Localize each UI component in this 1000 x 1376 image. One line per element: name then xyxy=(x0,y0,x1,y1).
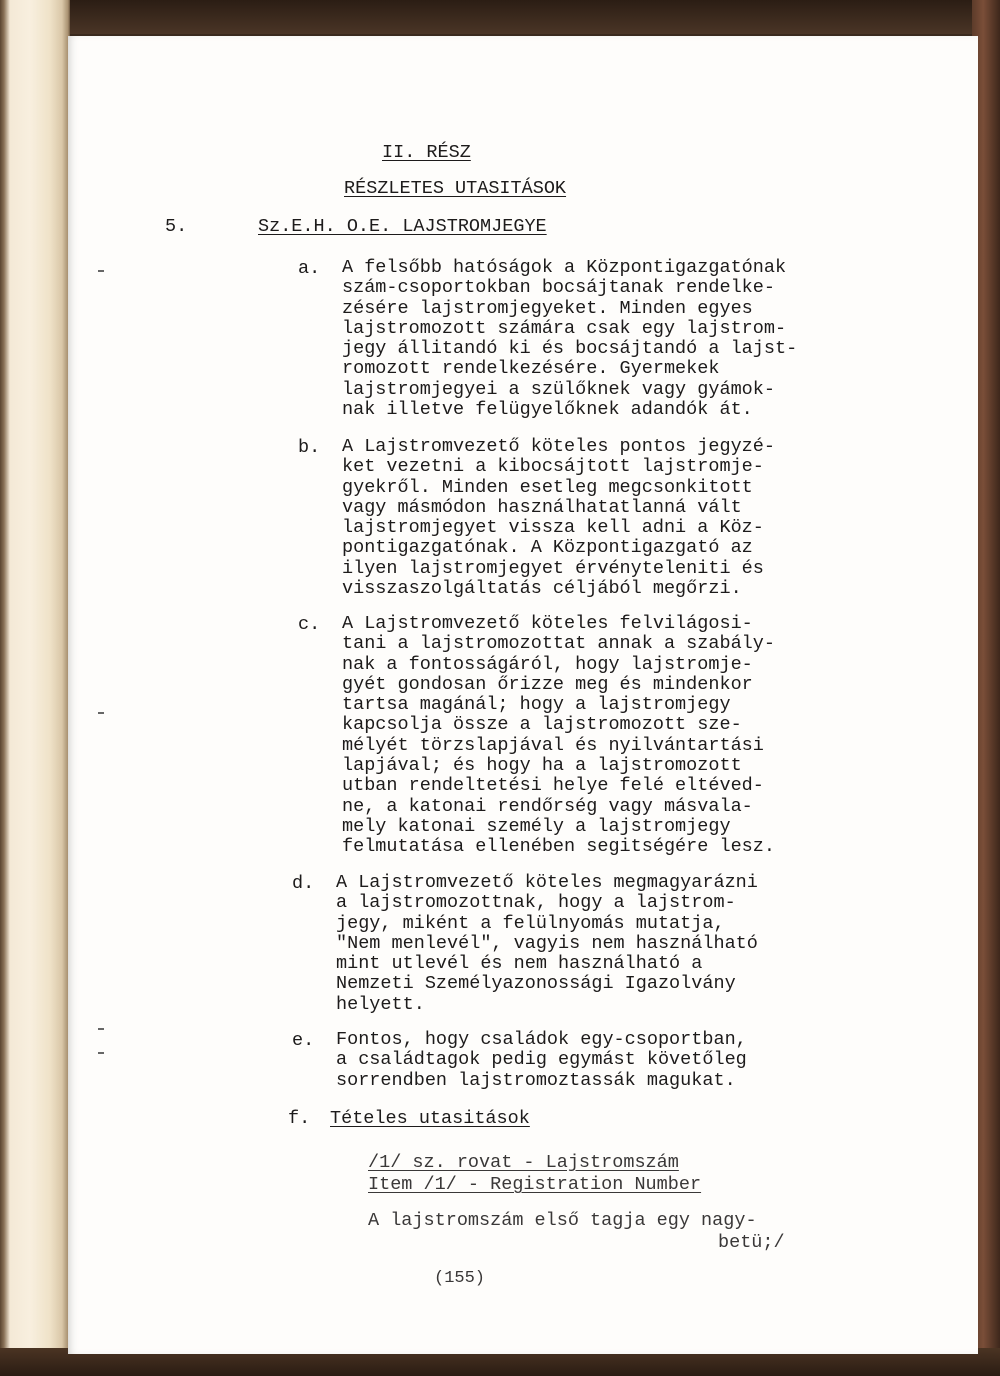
item-d-label: d. xyxy=(292,873,315,894)
item-b-label: b. xyxy=(298,437,321,458)
item-a-text: A felsőbb hatóságok a Központigazgatónak szám-csoportokban bocsájtanak rendelke- zésére lajstromjegyeket. Minden egyes lajstromozott számára csak egy lajstrom- jegy állitandó ki és bocsájtandó a lajst- romozott rendelkezésére. Gyermekek lajstromjegyei a szülőknek vagy gyámok- nak illetve felügyelőknek adandók át. xyxy=(342,257,798,421)
book-spine xyxy=(0,0,70,1376)
page-number: (155) xyxy=(434,1269,486,1288)
subtitle-heading: RÉSZLETES UTASITÁSOK xyxy=(344,178,567,199)
item-e-text: Fontos, hogy családok egy-csoportban, a családtagok pedig egymást követőleg sorrendben lajstromoztassák magukat. xyxy=(336,1029,747,1091)
item-f-sub-line-2: Item /1/ - Registration Number xyxy=(368,1174,702,1195)
item-f-note-line-2: betü;/ xyxy=(718,1232,785,1253)
item-a-label: a. xyxy=(298,258,321,279)
section-title: Sz.E.H. O.E. LAJSTROMJEGYE xyxy=(258,216,547,237)
item-f-label: f. xyxy=(288,1108,311,1129)
section-number: 5. xyxy=(165,216,188,237)
margin-tick xyxy=(98,712,104,714)
margin-tick xyxy=(98,1052,104,1054)
item-e-label: e. xyxy=(292,1030,315,1051)
part-heading: II. RÉSZ xyxy=(382,142,471,163)
item-d-text: A Lajstromvezető köteles megmagyarázni a lajstromozottnak, hogy a lajstrom- jegy, miként a felülnyomás mutatja, "Nem menlevél", vagyis nem használható mint utlevél és nem használható a Nemzeti Személyazonossági Igazolvány helyett. xyxy=(336,872,758,1015)
margin-tick xyxy=(98,1028,104,1030)
item-f-note-line-1: A lajstromszám első tagja egy nagy- xyxy=(368,1210,757,1231)
item-c-label: c. xyxy=(298,614,321,635)
item-f-title: Tételes utasitások xyxy=(330,1108,530,1129)
item-f-sub-line-1: /1/ sz. rovat - Lajstromszám xyxy=(368,1152,679,1173)
item-c-text: A Lajstromvezető köteles felvilágosi- tani a lajstromozottat annak a szabály- nak a fontosságáról, hogy lajstromje- gyét gondosan őrizze meg és mindenkor tartsa magánál; hogy a lajstromjegy kapcsolja össze a lajstromozott sze- mélyét törzslapjával és nyilvántartási lapjával; és hogy ha a lajstromozott utban rendeltetési helye felé eltéved- ne, a katonai rendőrség vagy másvala- mely katonai személy a lajstromjegy felmutatása ellenében segitségére lesz. xyxy=(342,613,775,858)
item-b-text: A Lajstromvezető köteles pontos jegyzé- ket vezetni a kibocsájtott lajstromje- gyekről. Minden esetleg megcsonkitott vagy másmódon használhatatlanná vált lajstromjegyet vissza kell adni a Köz- pontigazgatónak. A Központigazgató az ilyen lajstromjegyet érvényteleniti és visszaszolgáltatás céljából megőrzi. xyxy=(342,436,775,600)
book-top-edge xyxy=(0,0,1000,34)
margin-tick xyxy=(98,270,104,272)
